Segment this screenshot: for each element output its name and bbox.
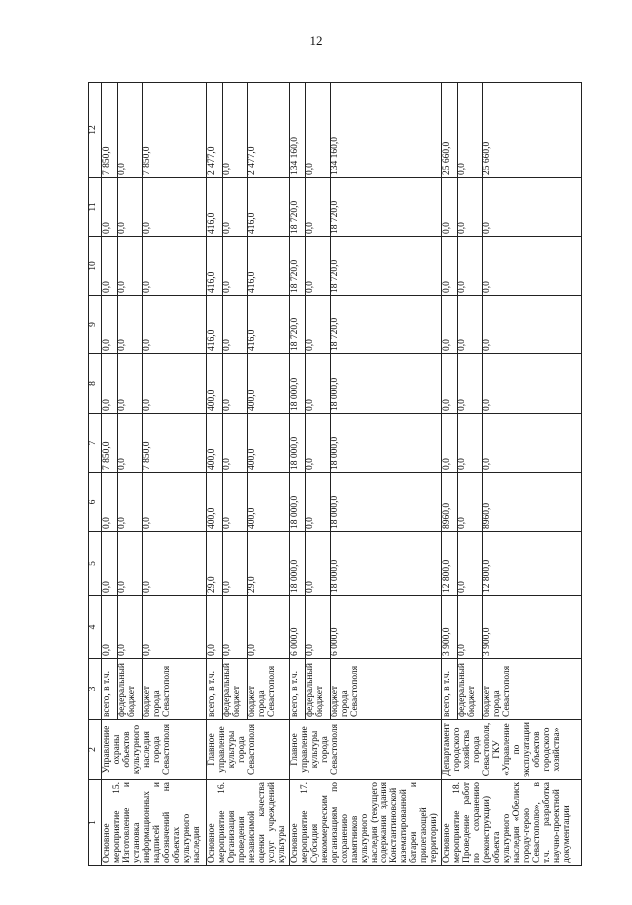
- value-city: 18 000,0: [330, 414, 355, 472]
- value-federal: 0,0: [457, 473, 482, 531]
- value-cell: [207, 178, 290, 237]
- column-number: 10: [89, 237, 102, 296]
- value-cell: [102, 473, 207, 532]
- value-federal: 0,0: [305, 414, 330, 472]
- value-federal: 0,0: [222, 414, 247, 472]
- value-city: 3 900,0: [482, 596, 507, 658]
- value-cell: [102, 296, 207, 354]
- value-total: 400,0: [207, 389, 217, 411]
- source-cell: [102, 659, 207, 720]
- value-cell: [289, 532, 442, 596]
- column-number: 5: [89, 532, 102, 596]
- value-city: 416,0: [247, 296, 272, 353]
- value-city: 7 850,0: [142, 414, 167, 472]
- source-federal: федеральный бюджет: [117, 659, 142, 719]
- value-city: 0,0: [482, 354, 507, 413]
- value-total: 0,0: [442, 222, 453, 234]
- value-federal: 0,0: [457, 296, 482, 353]
- source-cell: [442, 659, 582, 720]
- value-cell: [289, 237, 442, 296]
- source-city: бюджет города Севастополя: [330, 659, 355, 719]
- value-total: 0,0: [442, 339, 453, 351]
- value-federal: 0,0: [457, 354, 482, 413]
- value-cell: [289, 596, 442, 659]
- value-total: 18 000,0: [289, 436, 300, 470]
- value-total: 12 800,0: [442, 559, 453, 593]
- value-cell: [289, 414, 442, 473]
- value-total: 134 160,0: [289, 137, 300, 175]
- value-total: 0,0: [102, 339, 112, 351]
- value-cell: [207, 596, 290, 659]
- value-total: 18 720,0: [289, 259, 300, 293]
- rotated-table-container: [88, 83, 572, 866]
- value-federal: 0,0: [305, 237, 330, 295]
- column-number: 6: [89, 473, 102, 532]
- value-total: 0,0: [102, 517, 112, 529]
- column-number: 7: [89, 414, 102, 473]
- value-city: 0,0: [482, 178, 507, 236]
- value-total: 3 900,0: [442, 627, 453, 656]
- value-federal: 0,0: [117, 178, 142, 236]
- value-total: 400,0: [207, 448, 217, 470]
- value-federal: 0,0: [457, 83, 482, 177]
- value-city: 12 800,0: [482, 532, 507, 595]
- value-cell: [102, 532, 207, 596]
- value-total: 400,0: [207, 507, 217, 529]
- value-cell: [289, 473, 442, 532]
- value-total: 0,0: [102, 399, 112, 411]
- source-total: всего, в т.ч.: [102, 671, 112, 717]
- value-cell: [442, 83, 582, 178]
- value-city: 29,0: [247, 532, 272, 595]
- value-cell: [442, 178, 582, 237]
- value-total: 0,0: [102, 222, 112, 234]
- value-city: 416,0: [247, 178, 272, 236]
- value-cell: [102, 237, 207, 296]
- value-cell: [442, 296, 582, 354]
- source-total: всего, в т.ч.: [207, 671, 217, 717]
- executor-cell: Управление охраны объектов культурного наследия города Севастополя: [102, 720, 207, 780]
- value-city: 0,0: [142, 237, 167, 295]
- value-federal: 0,0: [305, 178, 330, 236]
- value-cell: [207, 296, 290, 354]
- value-total: 2 477,0: [207, 146, 217, 175]
- event-cell: Основное мероприятие 15. Изготовление и установка информационных надписей и обозначений на объектах культурного наследия: [102, 780, 207, 866]
- column-number: 2: [89, 720, 102, 780]
- value-cell: [102, 414, 207, 473]
- event-cell: Основное мероприятие 17. Субсидия некоммерческим организациям по сохранению памятников культурного наследия (текущего содержания здания Константиновской казематированной батареи и прилегающей территории): [289, 780, 442, 866]
- value-federal: 0,0: [457, 178, 482, 236]
- value-federal: 0,0: [222, 83, 247, 177]
- column-number: 11: [89, 178, 102, 237]
- table-row: [442, 83, 582, 866]
- value-city: 18 720,0: [330, 237, 355, 295]
- value-federal: 0,0: [305, 532, 330, 595]
- value-federal: 0,0: [117, 83, 142, 177]
- source-federal: федеральный бюджет: [457, 659, 482, 719]
- value-city: 134 160,0: [330, 83, 355, 177]
- executor-cell: Департамент городского хозяйства города Севастополя, ГКУ «Управление по эксплуатации объектов городского хозяйства»: [442, 720, 582, 780]
- value-federal: 0,0: [222, 178, 247, 236]
- value-total: 416,0: [207, 212, 217, 234]
- value-federal: 0,0: [117, 532, 142, 595]
- value-city: 8960,0: [482, 473, 507, 531]
- value-cell: [289, 83, 442, 178]
- value-total: 0,0: [442, 399, 453, 411]
- column-number: 4: [89, 596, 102, 659]
- value-total: 7 850,0: [102, 146, 112, 175]
- column-number-row: [89, 83, 102, 866]
- value-total: 0,0: [102, 281, 112, 293]
- value-federal: 0,0: [222, 532, 247, 595]
- value-cell: [102, 83, 207, 178]
- value-federal: 0,0: [222, 237, 247, 295]
- value-city: 400,0: [247, 473, 272, 531]
- value-city: 18 720,0: [330, 178, 355, 236]
- value-cell: [289, 354, 442, 414]
- source-federal: федеральный бюджет: [305, 659, 330, 719]
- source-federal: федеральный бюджет: [222, 659, 247, 719]
- value-city: 18 000,0: [330, 354, 355, 413]
- value-city: 0,0: [247, 596, 272, 658]
- column-number: 3: [89, 659, 102, 720]
- source-city: бюджет города Севастополя: [247, 659, 272, 719]
- value-federal: 0,0: [457, 532, 482, 595]
- value-total: 0,0: [207, 644, 217, 656]
- value-cell: [102, 596, 207, 659]
- executor-cell: Главное управление культуры города Севастополя: [207, 720, 290, 780]
- column-number: 8: [89, 354, 102, 414]
- column-number: 12: [89, 83, 102, 178]
- value-federal: 0,0: [305, 83, 330, 177]
- value-total: 0,0: [102, 581, 112, 593]
- value-cell: [289, 296, 442, 354]
- value-federal: 0,0: [305, 296, 330, 353]
- column-number: 9: [89, 296, 102, 354]
- value-cell: [289, 178, 442, 237]
- column-number: 1: [89, 780, 102, 866]
- value-total: 0,0: [442, 281, 453, 293]
- value-city: 18 000,0: [330, 532, 355, 595]
- value-cell: [207, 83, 290, 178]
- value-city: 6 000,0: [330, 596, 355, 658]
- value-city: 416,0: [247, 237, 272, 295]
- value-city: 0,0: [482, 296, 507, 353]
- value-cell: [442, 414, 582, 473]
- source-total: всего, в т.ч.: [442, 671, 453, 717]
- value-federal: 0,0: [305, 354, 330, 413]
- value-total: 416,0: [207, 271, 217, 293]
- value-cell: [207, 414, 290, 473]
- value-city: 25 660,0: [482, 83, 507, 177]
- value-city: 0,0: [142, 473, 167, 531]
- value-federal: 0,0: [457, 414, 482, 472]
- source-city: бюджет города Севастополя: [482, 659, 507, 719]
- value-federal: 0,0: [305, 596, 330, 658]
- value-total: 416,0: [207, 329, 217, 351]
- event-cell: Основное мероприятие 18. Проведение работ по сохранению (реконструкции) объекта культурного наследия «Обелиск городу-герою Севастополю», в т.ч. разработка научно-проектной документации: [442, 780, 582, 866]
- value-city: 0,0: [142, 296, 167, 353]
- value-federal: 0,0: [117, 296, 142, 353]
- value-city: 400,0: [247, 354, 272, 413]
- value-city: 400,0: [247, 414, 272, 472]
- source-total: всего, в т.ч.: [289, 671, 300, 717]
- value-total: 29,0: [207, 576, 217, 593]
- value-cell: [442, 532, 582, 596]
- value-federal: 0,0: [117, 354, 142, 413]
- source-city: бюджет города Севастополя: [142, 659, 167, 719]
- value-city: 18 000,0: [330, 473, 355, 531]
- value-total: 6 000,0: [289, 627, 300, 656]
- value-city: 0,0: [482, 414, 507, 472]
- value-cell: [102, 354, 207, 414]
- value-cell: [207, 354, 290, 414]
- value-city: 0,0: [142, 532, 167, 595]
- value-city: 0,0: [482, 237, 507, 295]
- page-number: 12: [309, 33, 323, 48]
- value-total: 18 000,0: [289, 559, 300, 593]
- source-cell: [207, 659, 290, 720]
- value-cell: [207, 473, 290, 532]
- value-federal: 0,0: [117, 237, 142, 295]
- table-row: [207, 83, 290, 866]
- value-cell: [442, 237, 582, 296]
- value-federal: 0,0: [222, 596, 247, 658]
- value-total: 0,0: [442, 458, 453, 470]
- value-federal: 0,0: [117, 596, 142, 658]
- value-total: 8960,0: [442, 502, 453, 529]
- budget-table: [88, 82, 582, 866]
- value-total: 0,0: [102, 644, 112, 656]
- value-total: 25 660,0: [442, 141, 453, 175]
- value-federal: 0,0: [117, 473, 142, 531]
- value-cell: [442, 473, 582, 532]
- value-city: 0,0: [142, 354, 167, 413]
- table-row: [102, 83, 207, 866]
- table-row: [289, 83, 442, 866]
- value-city: 0,0: [142, 178, 167, 236]
- value-total: 18 000,0: [289, 377, 300, 411]
- value-federal: 0,0: [222, 296, 247, 353]
- value-total: 18 000,0: [289, 495, 300, 529]
- value-federal: 0,0: [305, 473, 330, 531]
- value-city: 0,0: [142, 596, 167, 658]
- value-total: 7 850,0: [102, 441, 112, 470]
- value-cell: [207, 237, 290, 296]
- value-city: 18 720,0: [330, 296, 355, 353]
- value-federal: 0,0: [457, 237, 482, 295]
- source-cell: [289, 659, 442, 720]
- value-total: 18 720,0: [289, 317, 300, 351]
- value-federal: 0,0: [222, 354, 247, 413]
- executor-cell: Главное управление культуры города Севастополя: [289, 720, 442, 780]
- budget-table-sheet: [88, 83, 572, 866]
- value-city: 2 477,0: [247, 83, 272, 177]
- value-federal: 0,0: [117, 414, 142, 472]
- value-total: 18 720,0: [289, 200, 300, 234]
- value-city: 7 850,0: [142, 83, 167, 177]
- value-cell: [442, 596, 582, 659]
- value-federal: 0,0: [457, 596, 482, 658]
- value-cell: [442, 354, 582, 414]
- value-cell: [102, 178, 207, 237]
- value-federal: 0,0: [222, 473, 247, 531]
- value-cell: [207, 532, 290, 596]
- event-cell: Основное мероприятие 16. Организация проведения независимой оценки качества услуг учреждений культуры: [207, 780, 290, 866]
